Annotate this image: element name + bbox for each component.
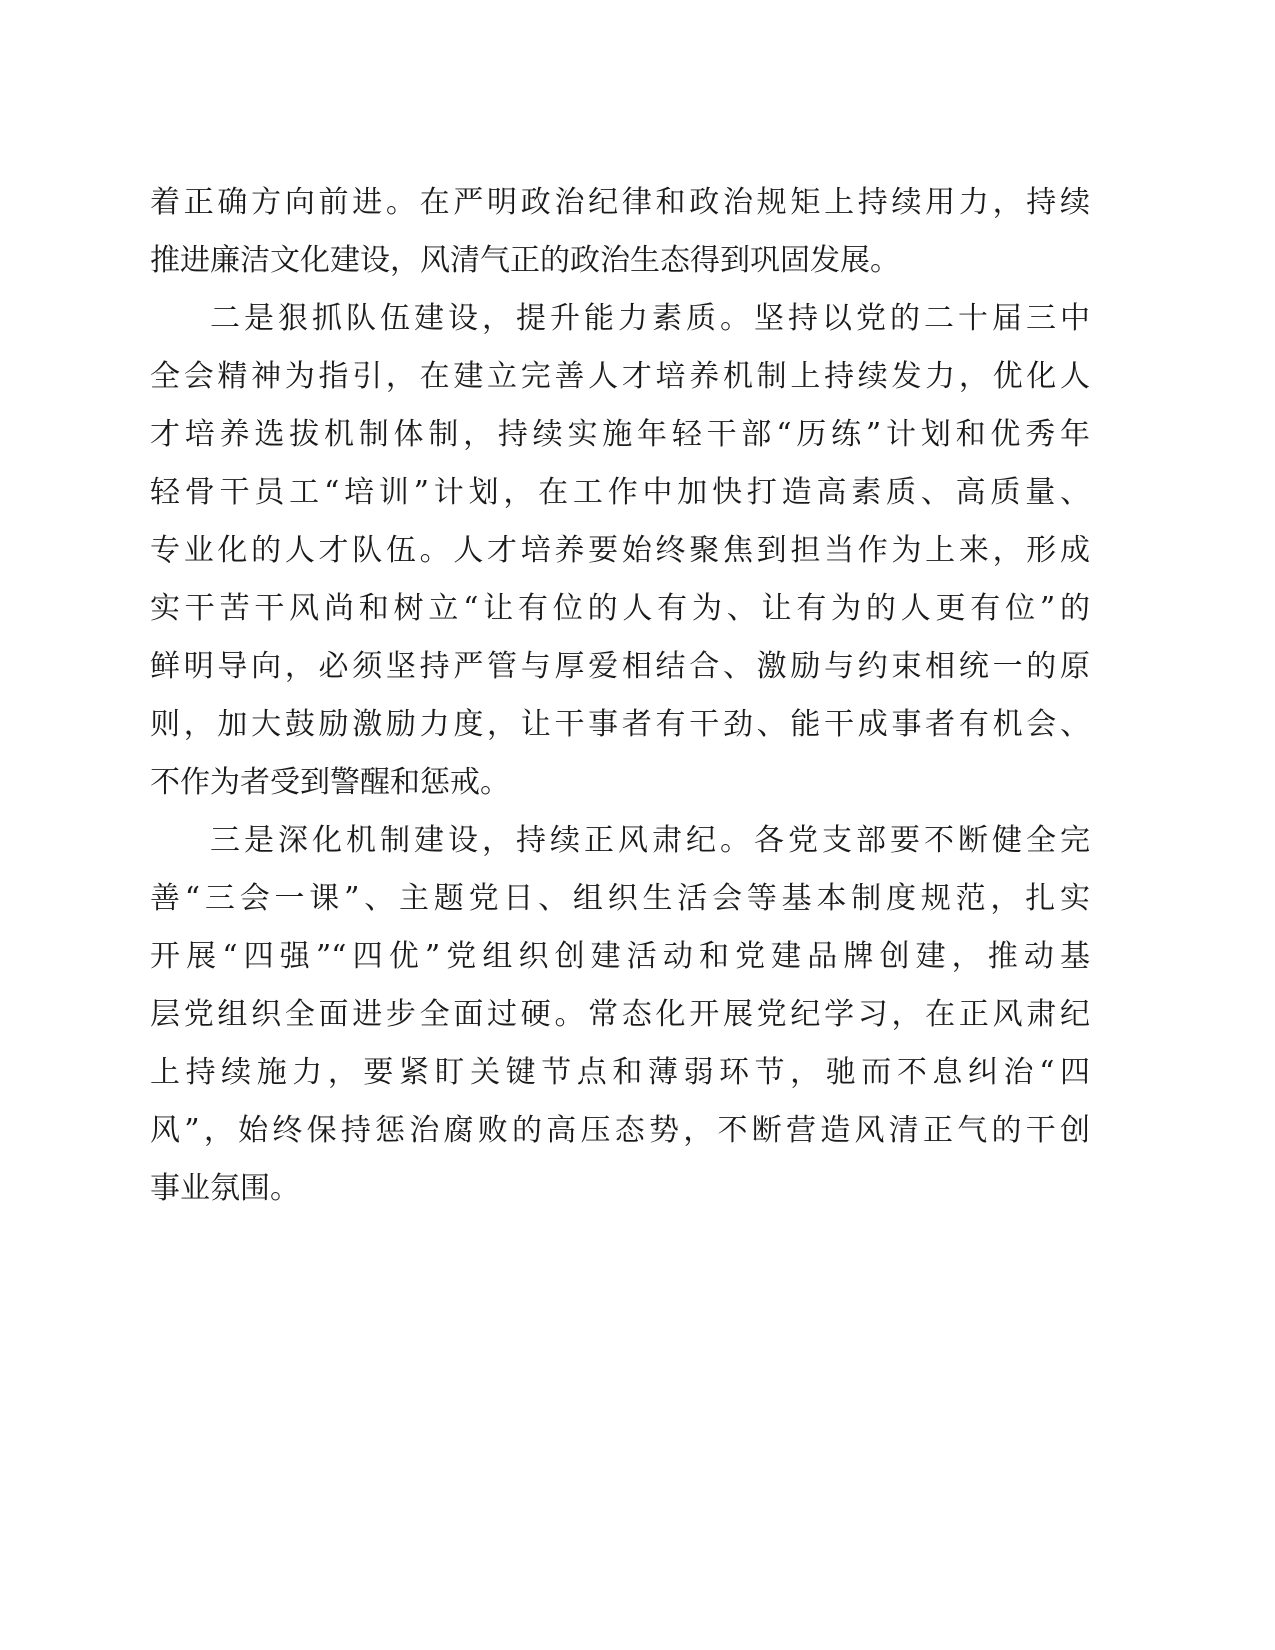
text-line: 推进廉洁文化建设，风清气正的政治生态得到巩固发展。 xyxy=(150,243,900,278)
text-line: 上持续施力，要紧盯关键节点和薄弱环节，驰而不息纠治“四 xyxy=(150,1055,1090,1090)
text-line: 全会精神为指引，在建立完善人才培养机制上持续发力，优化人 xyxy=(150,359,1090,394)
text-line: 三是深化机制建设，持续正风肃纪。各党支部要不断健全完 xyxy=(210,823,1090,858)
text-line: 事业氛围。 xyxy=(150,1171,300,1206)
text-line: 二是狠抓队伍建设，提升能力素质。坚持以党的二十届三中 xyxy=(210,301,1090,336)
text-line: 鲜明导向，必须坚持严管与厚爱相结合、激励与约束相统一的原 xyxy=(150,649,1090,684)
body-text xyxy=(150,174,1090,1218)
text-line: 则，加大鼓励激励力度，让干事者有干劲、能干成事者有机会、 xyxy=(150,707,1090,742)
text-line: 专业化的人才队伍。人才培养要始终聚焦到担当作为上来，形成 xyxy=(150,533,1090,568)
text-line: 善“三会一课”、主题党日、组织生活会等基本制度规范，扎实 xyxy=(150,881,1090,916)
text-line: 着正确方向前进。在严明政治纪律和政治规矩上持续用力，持续 xyxy=(150,185,1090,220)
paragraph-2 xyxy=(150,290,1090,812)
paragraph-1 xyxy=(150,174,1090,290)
text-line: 层党组织全面进步全面过硬。常态化开展党纪学习，在正风肃纪 xyxy=(150,997,1090,1032)
text-line: 才培养选拔机制体制，持续实施年轻干部“历练”计划和优秀年 xyxy=(150,417,1090,452)
text-line: 开展“四强”“四优”党组织创建活动和党建品牌创建，推动基 xyxy=(150,939,1090,974)
text-line: 不作为者受到警醒和惩戒。 xyxy=(150,765,510,800)
paragraph-3 xyxy=(150,812,1090,1218)
text-line: 实干苦干风尚和树立“让有位的人有为、让有为的人更有位”的 xyxy=(150,591,1090,626)
text-line: 轻骨干员工“培训”计划，在工作中加快打造高素质、高质量、 xyxy=(150,475,1090,510)
text-line: 风”，始终保持惩治腐败的高压态势，不断营造风清正气的干创 xyxy=(150,1113,1090,1148)
